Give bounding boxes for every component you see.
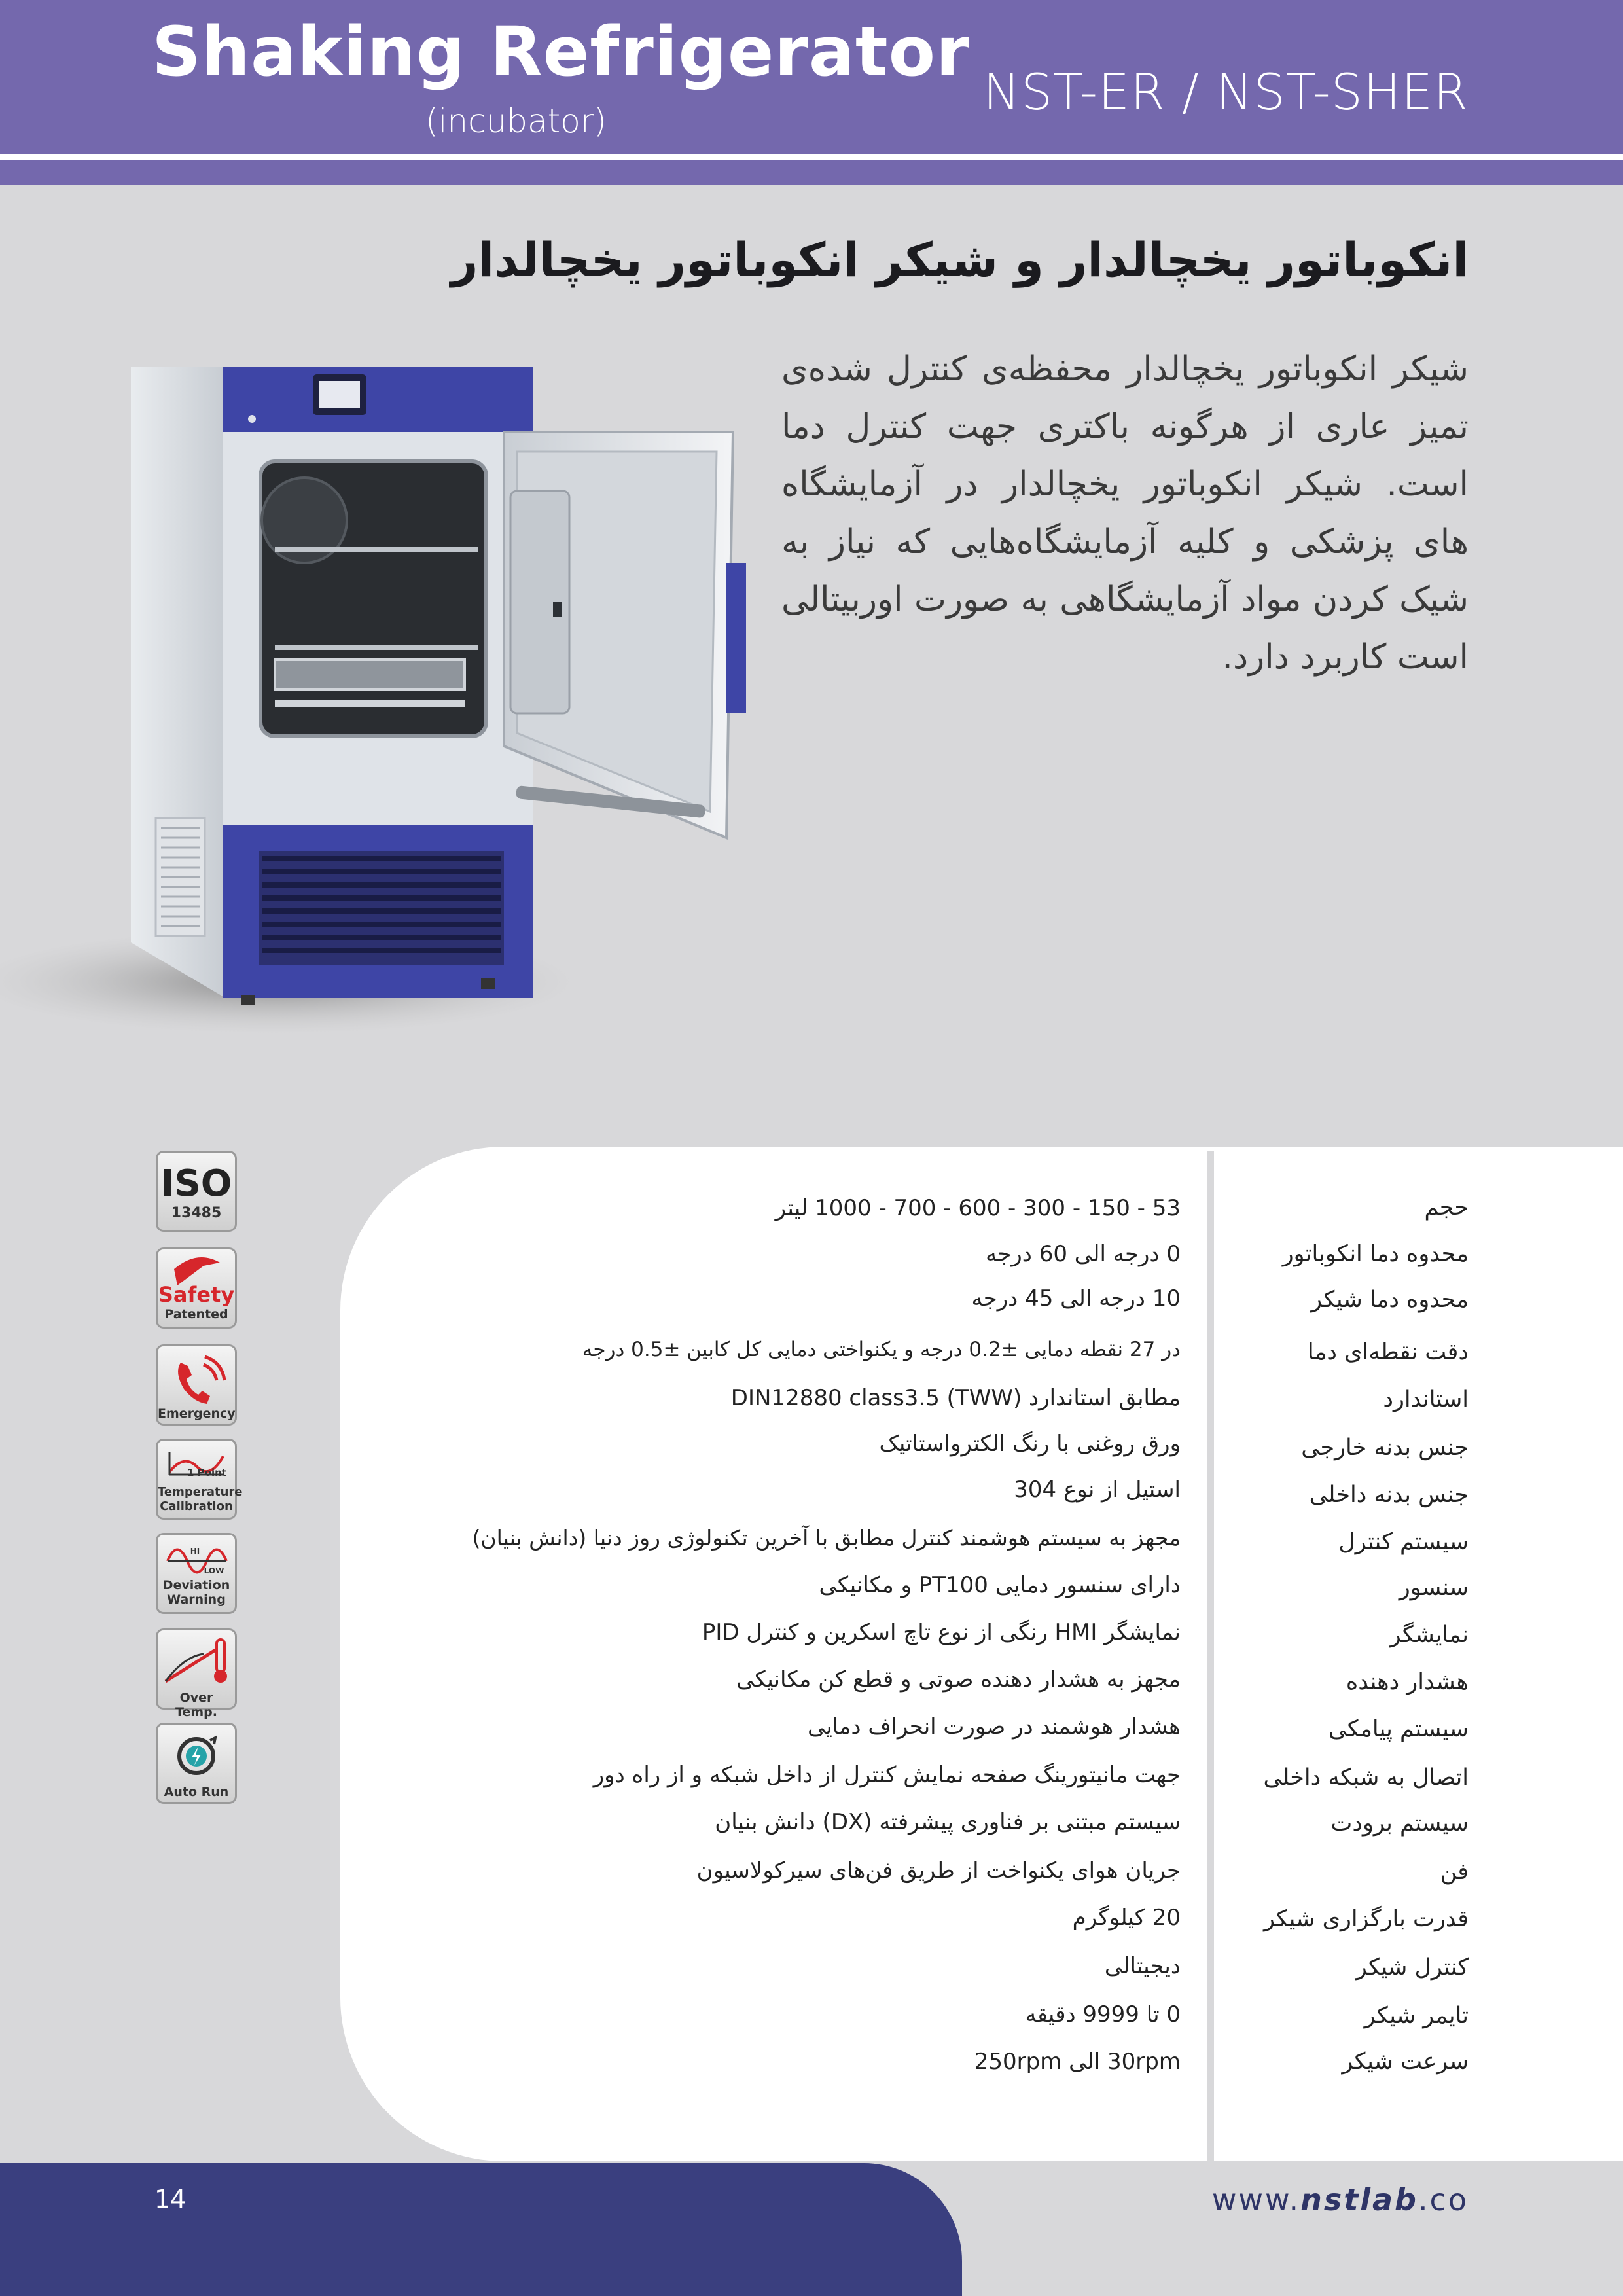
- spec-value: 0 درجه الی 60 درجه: [986, 1241, 1181, 1267]
- website-suffix: .co: [1418, 2182, 1469, 2217]
- calibration-line2: Calibration: [160, 1499, 233, 1513]
- spec-value: هشدار هوشمند در صورت انحراف دمایی: [808, 1713, 1181, 1740]
- calibration-point: 1 Point: [187, 1467, 226, 1479]
- page-number: 14: [154, 2185, 187, 2214]
- auto-run-badge: [156, 1723, 237, 1804]
- spec-value: در 27 نقطه دمایی ±0.2 درجه و یکنواختی دمایی کل کابین ±0.5 درجه: [582, 1338, 1181, 1361]
- spec-label: نمایشگر: [1389, 1622, 1469, 1648]
- spec-value: 53 - 150 - 300 - 600 - 700 - 1000 لیتر: [775, 1195, 1181, 1221]
- website-prefix: www.: [1211, 2182, 1301, 2217]
- calibration-line1: Temperature: [158, 1485, 243, 1499]
- header-strip: [0, 160, 1623, 185]
- spec-label: سرعت شیکر: [1342, 2049, 1469, 2075]
- spec-label: محدوه دما شیکر: [1311, 1287, 1469, 1313]
- section-headline: انکوباتور یخچالدار و شیکر انکوباتور یخچالدار: [451, 232, 1469, 287]
- spec-label: سنسور: [1399, 1575, 1469, 1601]
- spec-value: نمایشگر HMI رنگی از نوع تاچ اسکرین و کنترل PID: [702, 1619, 1181, 1645]
- spec-value: مجهز به سیستم هوشمند کنترل مطابق با آخرین تکنولوژی روز دنیا (دانش بنیان): [472, 1525, 1181, 1551]
- spec-label: اتصال به شبکه داخلی: [1263, 1765, 1469, 1791]
- emergency-badge: [156, 1344, 237, 1426]
- safety-title: Safety: [158, 1282, 235, 1307]
- iso-13485-badge: [156, 1151, 237, 1232]
- spec-label: قدرت بارگزاری شیکر: [1263, 1906, 1469, 1932]
- spec-label: دقت نقطه‌ای دما: [1308, 1339, 1469, 1365]
- spec-label: محدوه دما انکوباتور: [1282, 1241, 1469, 1267]
- iso-number: 13485: [171, 1205, 222, 1221]
- spec-label: جنس بدنه خارجی: [1301, 1435, 1469, 1461]
- safety-sub: Patented: [164, 1307, 228, 1321]
- iso-title: ISO: [160, 1162, 232, 1205]
- spec-label: تایمر شیکر: [1364, 2003, 1469, 2029]
- spec-value: استیل از نوع 304: [1014, 1477, 1181, 1503]
- page-subtitle: (incubator): [425, 102, 607, 140]
- spec-label: سیستم کنترل: [1338, 1529, 1469, 1555]
- autorun-label: Auto Run: [164, 1785, 229, 1799]
- website-brand: nstlab: [1300, 2182, 1418, 2217]
- spec-value: جهت مانیتورینگ صفحه نمایش کنترل از داخل شبکه و از راه دور: [593, 1762, 1181, 1788]
- deviation-warning-badge: [156, 1533, 237, 1614]
- website-link[interactable]: [1212, 2182, 1469, 2217]
- spec-value: دیجیتالی: [1104, 1953, 1181, 1979]
- spec-value: سیستم مبتنی بر فناوری پیشرفته (DX) دانش بنیان: [715, 1809, 1181, 1835]
- deviation-line1: Deviation: [162, 1578, 230, 1592]
- page-title: Shaking Refrigerator: [152, 12, 971, 92]
- spec-value: مطابق استاندارد DIN12880 class3.5 (TWW): [730, 1385, 1181, 1411]
- deviation-low: LOW: [204, 1566, 224, 1575]
- temperature-calibration-badge: [156, 1439, 243, 1520]
- over-temperature-badge: [156, 1628, 237, 1719]
- refrigerator-incubator-image: [0, 353, 798, 1047]
- spec-label: حجم: [1424, 1194, 1469, 1221]
- spec-label: سیستم پیامکی: [1328, 1716, 1469, 1742]
- deviation-hi: HI: [190, 1547, 200, 1556]
- spec-label: کنترل شیکر: [1355, 1954, 1469, 1981]
- spec-label: هشدار دهنده: [1346, 1669, 1469, 1695]
- header-divider: [0, 154, 1623, 160]
- intro-paragraph: شیکر انکوباتور یخچالدار محفظه‌ی کنترل شده‌ی تمیز عاری از هرگونه باکتری جهت کنترل دما است. شیکر انکوباتور یخچالدار در آزمایشگاه های پزشکی و کلیه آزمایشگاه‌هایی که نیاز به شیک کردن مواد آزمایشگاهی به صورت اوربیتالی است کاربرد دارد.: [781, 350, 1469, 677]
- emergency-label: Emergency: [158, 1407, 236, 1421]
- spec-value: 10 درجه الی 45 درجه: [971, 1285, 1181, 1312]
- spec-label: جنس بدنه داخلی: [1309, 1482, 1469, 1508]
- deviation-line2: Warning: [167, 1592, 226, 1607]
- spec-label: فن: [1440, 1859, 1469, 1885]
- spec-value: 20 کیلوگرم: [1072, 1905, 1181, 1931]
- spec-value: مجهز به هشدار دهنده صوتی و قطع کن مکانیکی: [736, 1666, 1181, 1693]
- spec-value: جریان هوای یکنواخت از طریق فن‌های سیرکولاسیون: [696, 1857, 1181, 1884]
- specs-column-divider: [1207, 1151, 1214, 2162]
- footer-bar: [0, 2163, 962, 2296]
- spec-label: سیستم برودت: [1330, 1810, 1469, 1837]
- overtemp-label: Over Temp.: [175, 1691, 217, 1719]
- model-number: NST-ER / NST-SHER: [983, 63, 1469, 121]
- spec-value: 30rpm الی 250rpm: [974, 2049, 1181, 2075]
- spec-label: استاندارد: [1383, 1386, 1469, 1412]
- spec-value: دارای سنسور دمایی PT100 و مکانیکی: [819, 1572, 1181, 1598]
- spec-value: 0 تا 9999 دقیقه: [1025, 2001, 1181, 2028]
- spec-value: ورق روغنی با رنگ الکترواستاتیک: [879, 1431, 1181, 1457]
- safety-patented-badge: [156, 1247, 237, 1329]
